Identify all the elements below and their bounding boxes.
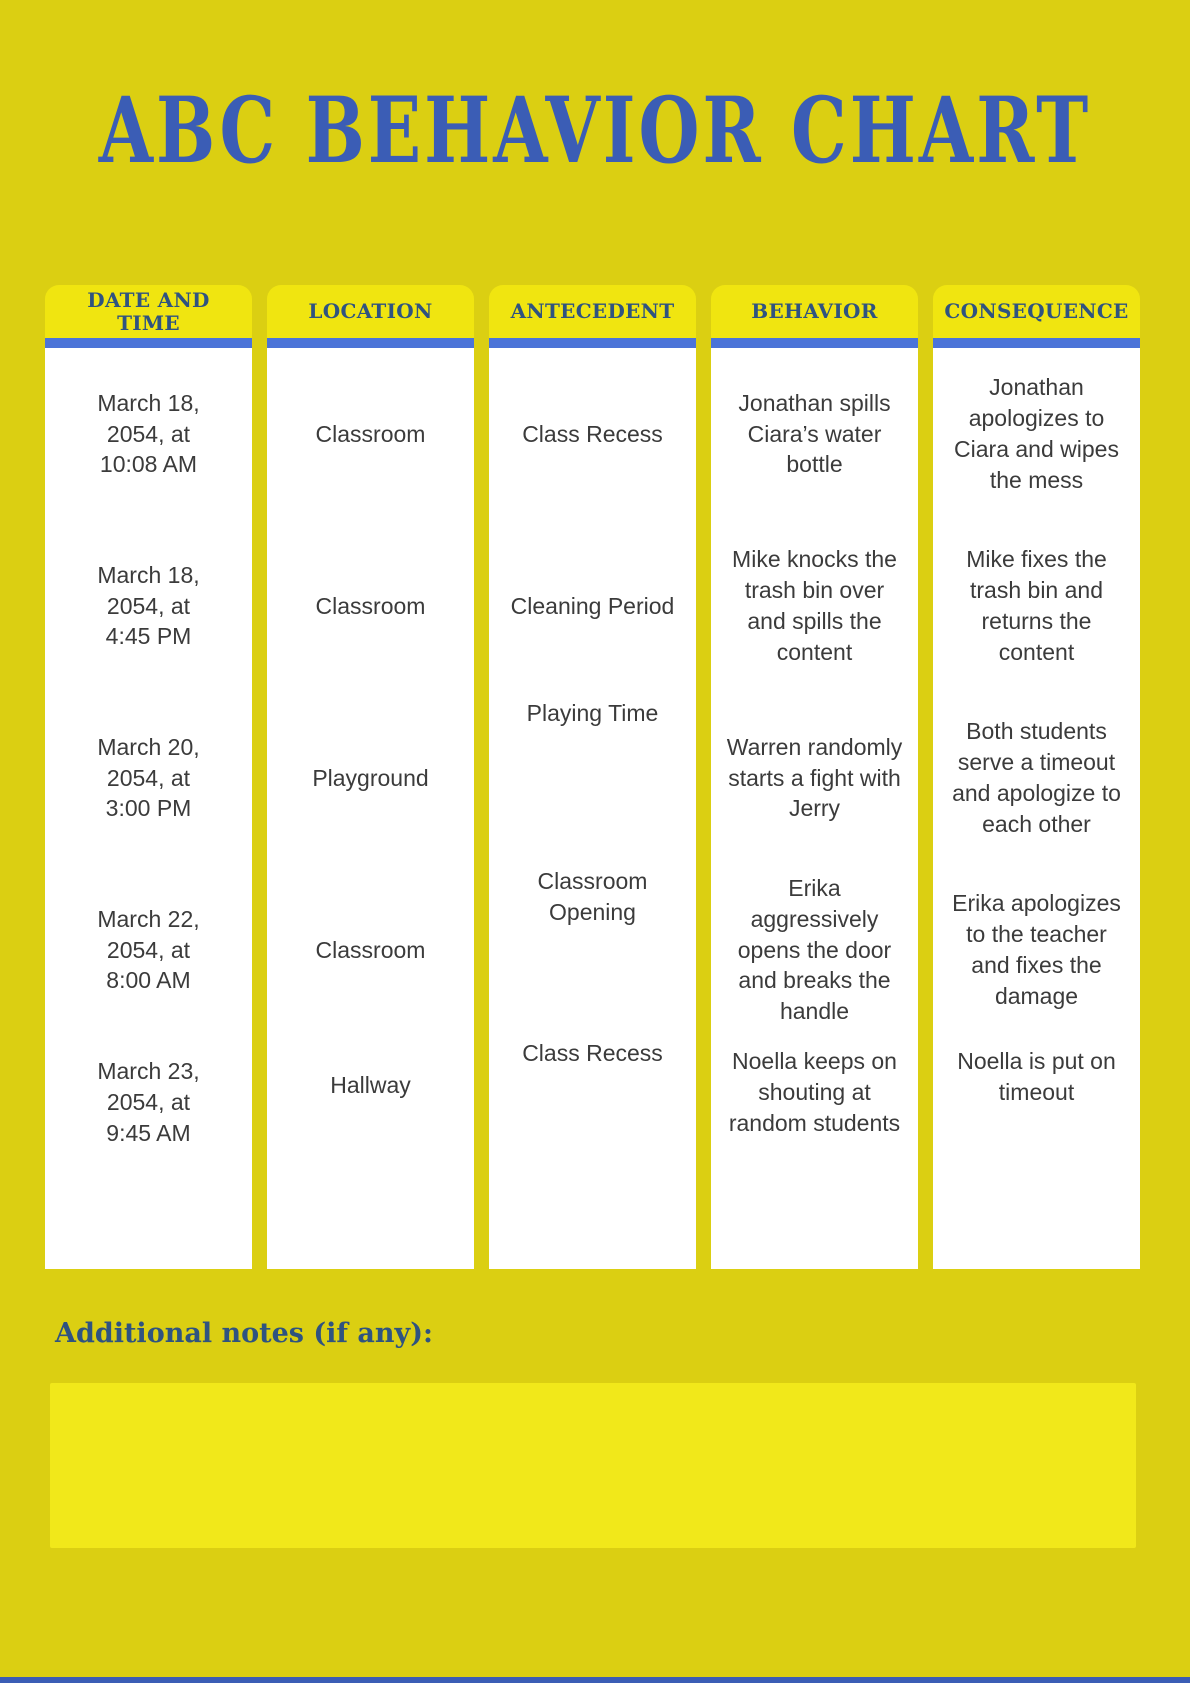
- cell-behavior-2: Mike knocks the trash bin over and spills the content: [732, 546, 897, 665]
- cell-behavior-4: Erika aggressively opens the door and breaks the handle: [737, 874, 892, 1025]
- column-date-time: [45, 285, 252, 1269]
- cell-antecedent-4: Classroom Opening: [537, 868, 648, 925]
- notes-input[interactable]: [50, 1383, 1136, 1548]
- cell-date-5: March 23, 2054, at 9:45 AM: [97, 1058, 200, 1146]
- cell-location-2: Classroom: [315, 592, 426, 619]
- header-underline: [489, 338, 696, 348]
- column-body-date-time: [45, 348, 252, 1269]
- column-body-location: [267, 348, 474, 1269]
- cell-location-4: Classroom: [315, 936, 426, 963]
- column-header-behavior: BEHAVIOR: [711, 285, 918, 338]
- behavior-table: [45, 285, 1140, 1269]
- cell-location-1: Classroom: [315, 420, 426, 447]
- cell-behavior-3: Warren randomly starts a fight with Jerry: [726, 733, 903, 822]
- bottom-accent-bar: [0, 1677, 1190, 1683]
- column-location: [267, 285, 474, 1269]
- cell-consequence-5: Noella is put on timeout: [957, 1048, 1116, 1105]
- cell-consequence-4: Erika apologizes to the teacher and fixes the damage: [952, 890, 1121, 1009]
- header-underline: [711, 338, 918, 348]
- page-title: ABC BEHAVIOR CHART: [98, 76, 1092, 184]
- cell-consequence-2: Mike fixes the trash bin and returns the content: [966, 546, 1107, 665]
- header-underline: [933, 338, 1140, 348]
- cell-location-3: Playground: [312, 764, 429, 791]
- column-body-consequence: [933, 348, 1140, 1269]
- cell-antecedent-3: Playing Time: [526, 700, 659, 726]
- header-underline: [45, 338, 252, 348]
- cell-antecedent-1: Class Recess: [522, 420, 663, 447]
- cell-date-4: March 22, 2054, at 8:00 AM: [97, 905, 200, 994]
- column-header-consequence: CONSEQUENCE: [933, 285, 1140, 338]
- cell-consequence-3: Both students serve a timeout and apologize to each other: [952, 718, 1121, 837]
- cell-date-1: March 18, 2054, at 10:08 AM: [97, 389, 200, 478]
- column-header-location: LOCATION: [267, 285, 474, 338]
- cell-behavior-1: Jonathan spills Ciara’s water bottle: [738, 389, 891, 478]
- notes-label: Additional notes (if any):: [55, 1318, 433, 1349]
- cell-date-3: March 20, 2054, at 3:00 PM: [97, 733, 200, 822]
- column-body-behavior: [711, 348, 918, 1269]
- column-body-antecedent: [489, 348, 696, 1269]
- column-header-antecedent: ANTECEDENT: [489, 285, 696, 338]
- column-antecedent: [489, 285, 696, 1269]
- cell-date-2: March 18, 2054, at 4:45 PM: [97, 561, 200, 650]
- cell-antecedent-5: Class Recess: [522, 1040, 663, 1066]
- column-consequence: [933, 285, 1140, 1269]
- cell-location-5: Hallway: [330, 1072, 411, 1098]
- cell-consequence-1: Jonathan apologizes to Ciara and wipes the mess: [954, 374, 1119, 493]
- cell-antecedent-2: Cleaning Period: [510, 592, 675, 619]
- column-header-date-time: DATE AND TIME: [45, 285, 252, 338]
- header-underline: [267, 338, 474, 348]
- column-behavior: [711, 285, 918, 1269]
- cell-behavior-5: Noella keeps on shouting at random students: [728, 1048, 901, 1136]
